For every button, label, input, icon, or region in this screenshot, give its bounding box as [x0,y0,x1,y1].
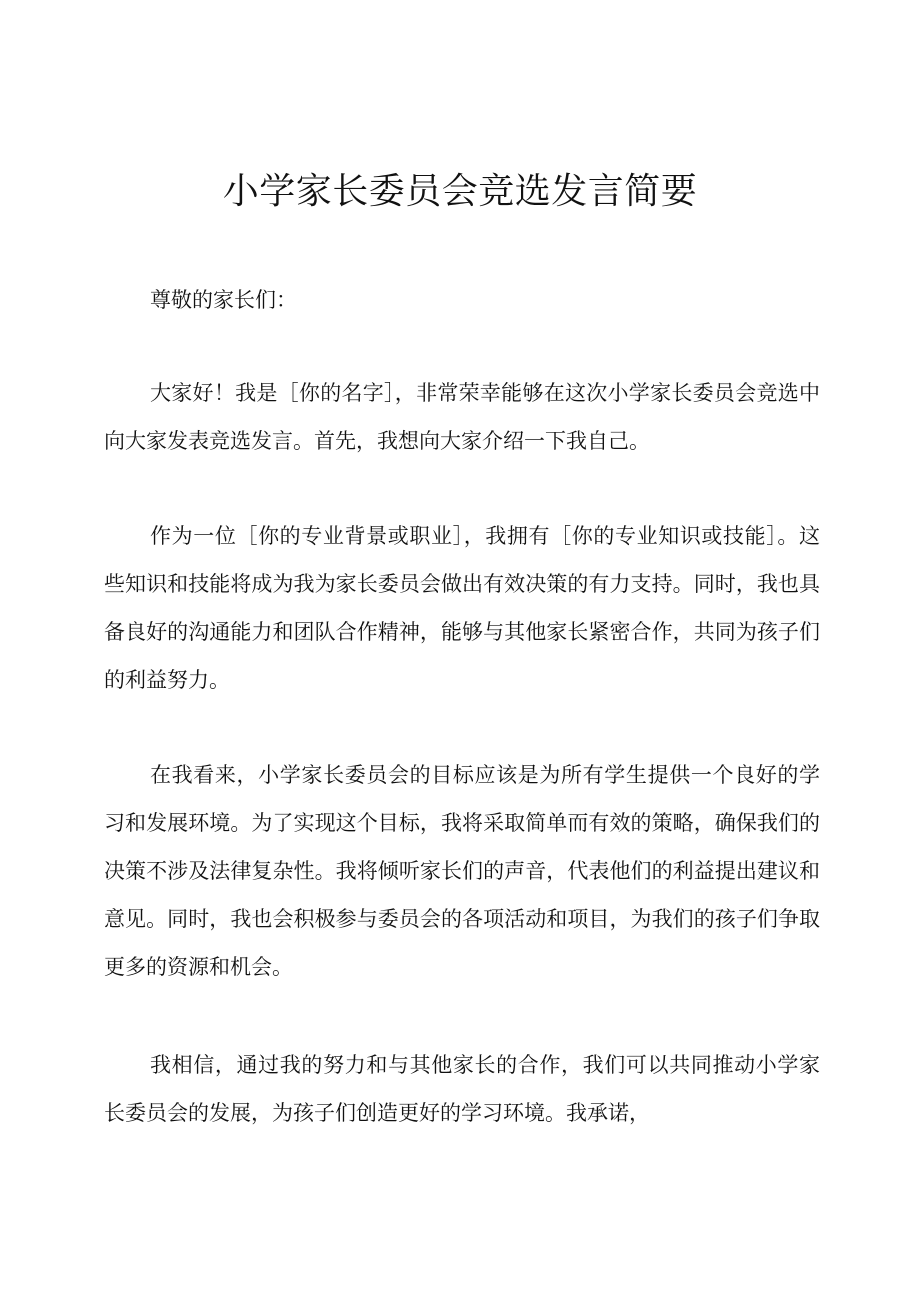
document-title: 小学家长委员会竞选发言简要 [222,171,698,212]
paragraph-goals: 在我看来，小学家长委员会的目标应该是为所有学生提供一个良好的学习和发展环境。为了实现这个目标，我将采取简单而有效的策略，确保我们的决策不涉及法律复杂性。我将倾听家长们的声音，代表他们的利益提出建议和意见。同时，我也会积极参与委员会的各项活动和项目，为我们的孩子们争取更多的资源和机会。 [104,763,820,979]
paragraph-commitment: 我相信，通过我的努力和与其他家长的合作，我们可以共同推动小学家长委员会的发展，为孩子们创造更好的学习环境。我承诺， [104,1053,820,1125]
salutation: 尊敬的家长们： [150,288,297,312]
paragraph-introduction: 大家好！我是［你的名字］，非常荣幸能够在这次小学家长委员会竞选中向大家发表竞选发言。首先，我想向大家介绍一下我自己。 [104,381,820,453]
paragraph-background: 作为一位［你的专业背景或职业］，我拥有［你的专业知识或技能］。这些知识和技能将成为我为家长委员会做出有效决策的有力支持。同时，我也具备良好的沟通能力和团队合作精神，能够与其他家长紧密合作，共同为孩子们的利益努力。 [104,524,820,692]
